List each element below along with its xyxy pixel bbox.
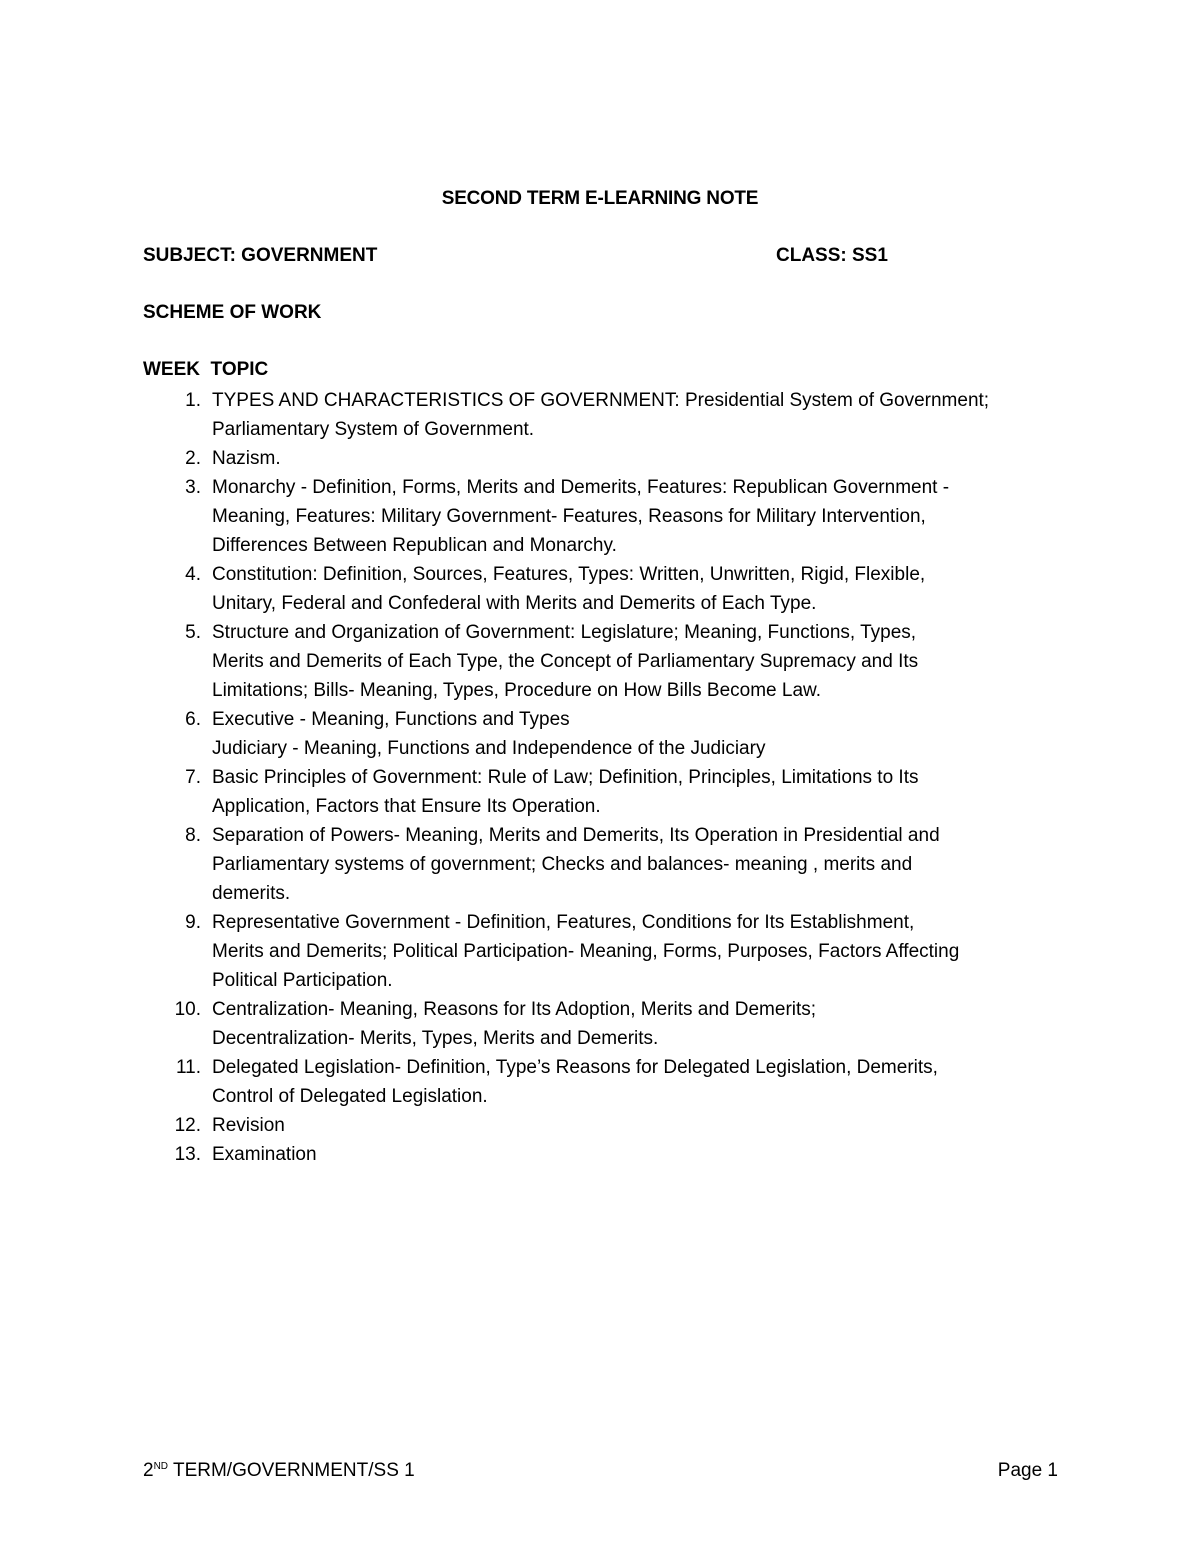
topic-item — [0, 763, 1200, 821]
footer-term-label — [143, 1460, 415, 1482]
topic-item — [0, 444, 1200, 473]
topic-text-line: Merits and Demerits of Each Type, the Concept of Parliamentary Supremacy and Its — [212, 651, 919, 672]
topic-text-line: Monarchy - Definition, Forms, Merits and Demerits, Features: Republican Government - — [212, 477, 950, 498]
topic-number: 5. — [185, 622, 201, 643]
topic-text-line: Limitations; Bills- Meaning, Types, Procedure on How Bills Become Law. — [212, 680, 821, 701]
topic-item — [0, 473, 1200, 560]
topic-number: 11. — [175, 1057, 201, 1078]
topic-number: 12. — [174, 1115, 201, 1136]
topic-text-line: Examination — [212, 1144, 317, 1165]
topic-text-line: Separation of Powers- Meaning, Merits and Demerits, Its Operation in Presidential and — [212, 825, 940, 846]
topic-item — [0, 1111, 1200, 1140]
topic-list — [0, 386, 1200, 1169]
topic-text-line: TYPES AND CHARACTERISTICS OF GOVERNMENT: Presidential System of Government; — [212, 390, 990, 411]
page-number: Page 1 — [997, 1460, 1058, 1481]
topic-text-line: demerits. — [212, 883, 291, 904]
topic-item — [0, 386, 1200, 444]
topic-text-line: Merits and Demerits; Political Participation- Meaning, Forms, Purposes, Factors Affecting — [212, 941, 960, 962]
footer-term-suffix: TERM/GOVERNMENT/SS 1 — [168, 1460, 415, 1481]
scheme-heading: SCHEME OF WORK — [143, 302, 322, 323]
topic-text-line: Parliamentary System of Government. — [212, 419, 535, 440]
topic-text-line: Revision — [212, 1115, 285, 1136]
topic-text-line: Delegated Legislation- Definition, Type’s Reasons for Delegated Legislation, Demerits, — [212, 1057, 938, 1078]
class-label: CLASS: SS1 — [776, 245, 888, 266]
topic-number: 7. — [185, 767, 201, 788]
topic-text-line: Parliamentary systems of government; Checks and balances- meaning , merits and — [212, 854, 913, 875]
topic-number: 3. — [185, 477, 201, 498]
topic-number: 9. — [185, 912, 201, 933]
footer-term-prefix: 2 — [143, 1460, 154, 1481]
topic-item — [0, 618, 1200, 705]
topic-text-line: Basic Principles of Government: Rule of Law; Definition, Principles, Limitations to Its — [212, 767, 919, 788]
topic-text-line: Centralization- Meaning, Reasons for Its Adoption, Merits and Demerits; — [212, 999, 817, 1020]
topic-item — [0, 560, 1200, 618]
topic-number: 6. — [185, 709, 201, 730]
topic-number: 8. — [185, 825, 201, 846]
topic-number: 2. — [185, 448, 201, 469]
topic-number: 10. — [174, 999, 201, 1020]
topic-text-line: Meaning, Features: Military Government- Features, Reasons for Military Intervention, — [212, 506, 926, 527]
topic-text-line: Differences Between Republican and Monarchy. — [212, 535, 617, 556]
topic-text-line: Nazism. — [212, 448, 281, 469]
topic-text-line: Control of Delegated Legislation. — [212, 1086, 488, 1107]
topic-text-line: Decentralization- Merits, Types, Merits and Demerits. — [212, 1028, 659, 1049]
topic-item — [0, 1140, 1200, 1169]
topic-text-line: Judiciary - Meaning, Functions and Independence of the Judiciary — [212, 738, 766, 759]
topic-item — [0, 821, 1200, 908]
topic-text-line: Constitution: Definition, Sources, Features, Types: Written, Unwritten, Rigid, Flexible, — [212, 564, 926, 585]
topic-number: 13. — [174, 1144, 201, 1165]
topic-text-line: Application, Factors that Ensure Its Operation. — [212, 796, 601, 817]
topic-text-line: Unitary, Federal and Confederal with Merits and Demerits of Each Type. — [212, 593, 817, 614]
topic-item — [0, 908, 1200, 995]
footer-term-superscript: ND — [153, 1461, 169, 1472]
topic-number: 1. — [185, 390, 201, 411]
topic-text-line: Representative Government - Definition, Features, Conditions for Its Establishment, — [212, 912, 915, 933]
topic-text-line: Political Participation. — [212, 970, 393, 991]
topic-item — [0, 1053, 1200, 1111]
topic-item — [0, 705, 1200, 763]
topic-text-line: Executive - Meaning, Functions and Types — [212, 709, 570, 730]
topic-number: 4. — [185, 564, 201, 585]
week-topic-header: WEEK TOPIC — [143, 359, 269, 380]
subject-label: SUBJECT: GOVERNMENT — [143, 245, 378, 266]
topic-item — [0, 995, 1200, 1053]
document-title: SECOND TERM E-LEARNING NOTE — [441, 188, 759, 209]
topic-text-line: Structure and Organization of Government: Legislature; Meaning, Functions, Types, — [212, 622, 917, 643]
